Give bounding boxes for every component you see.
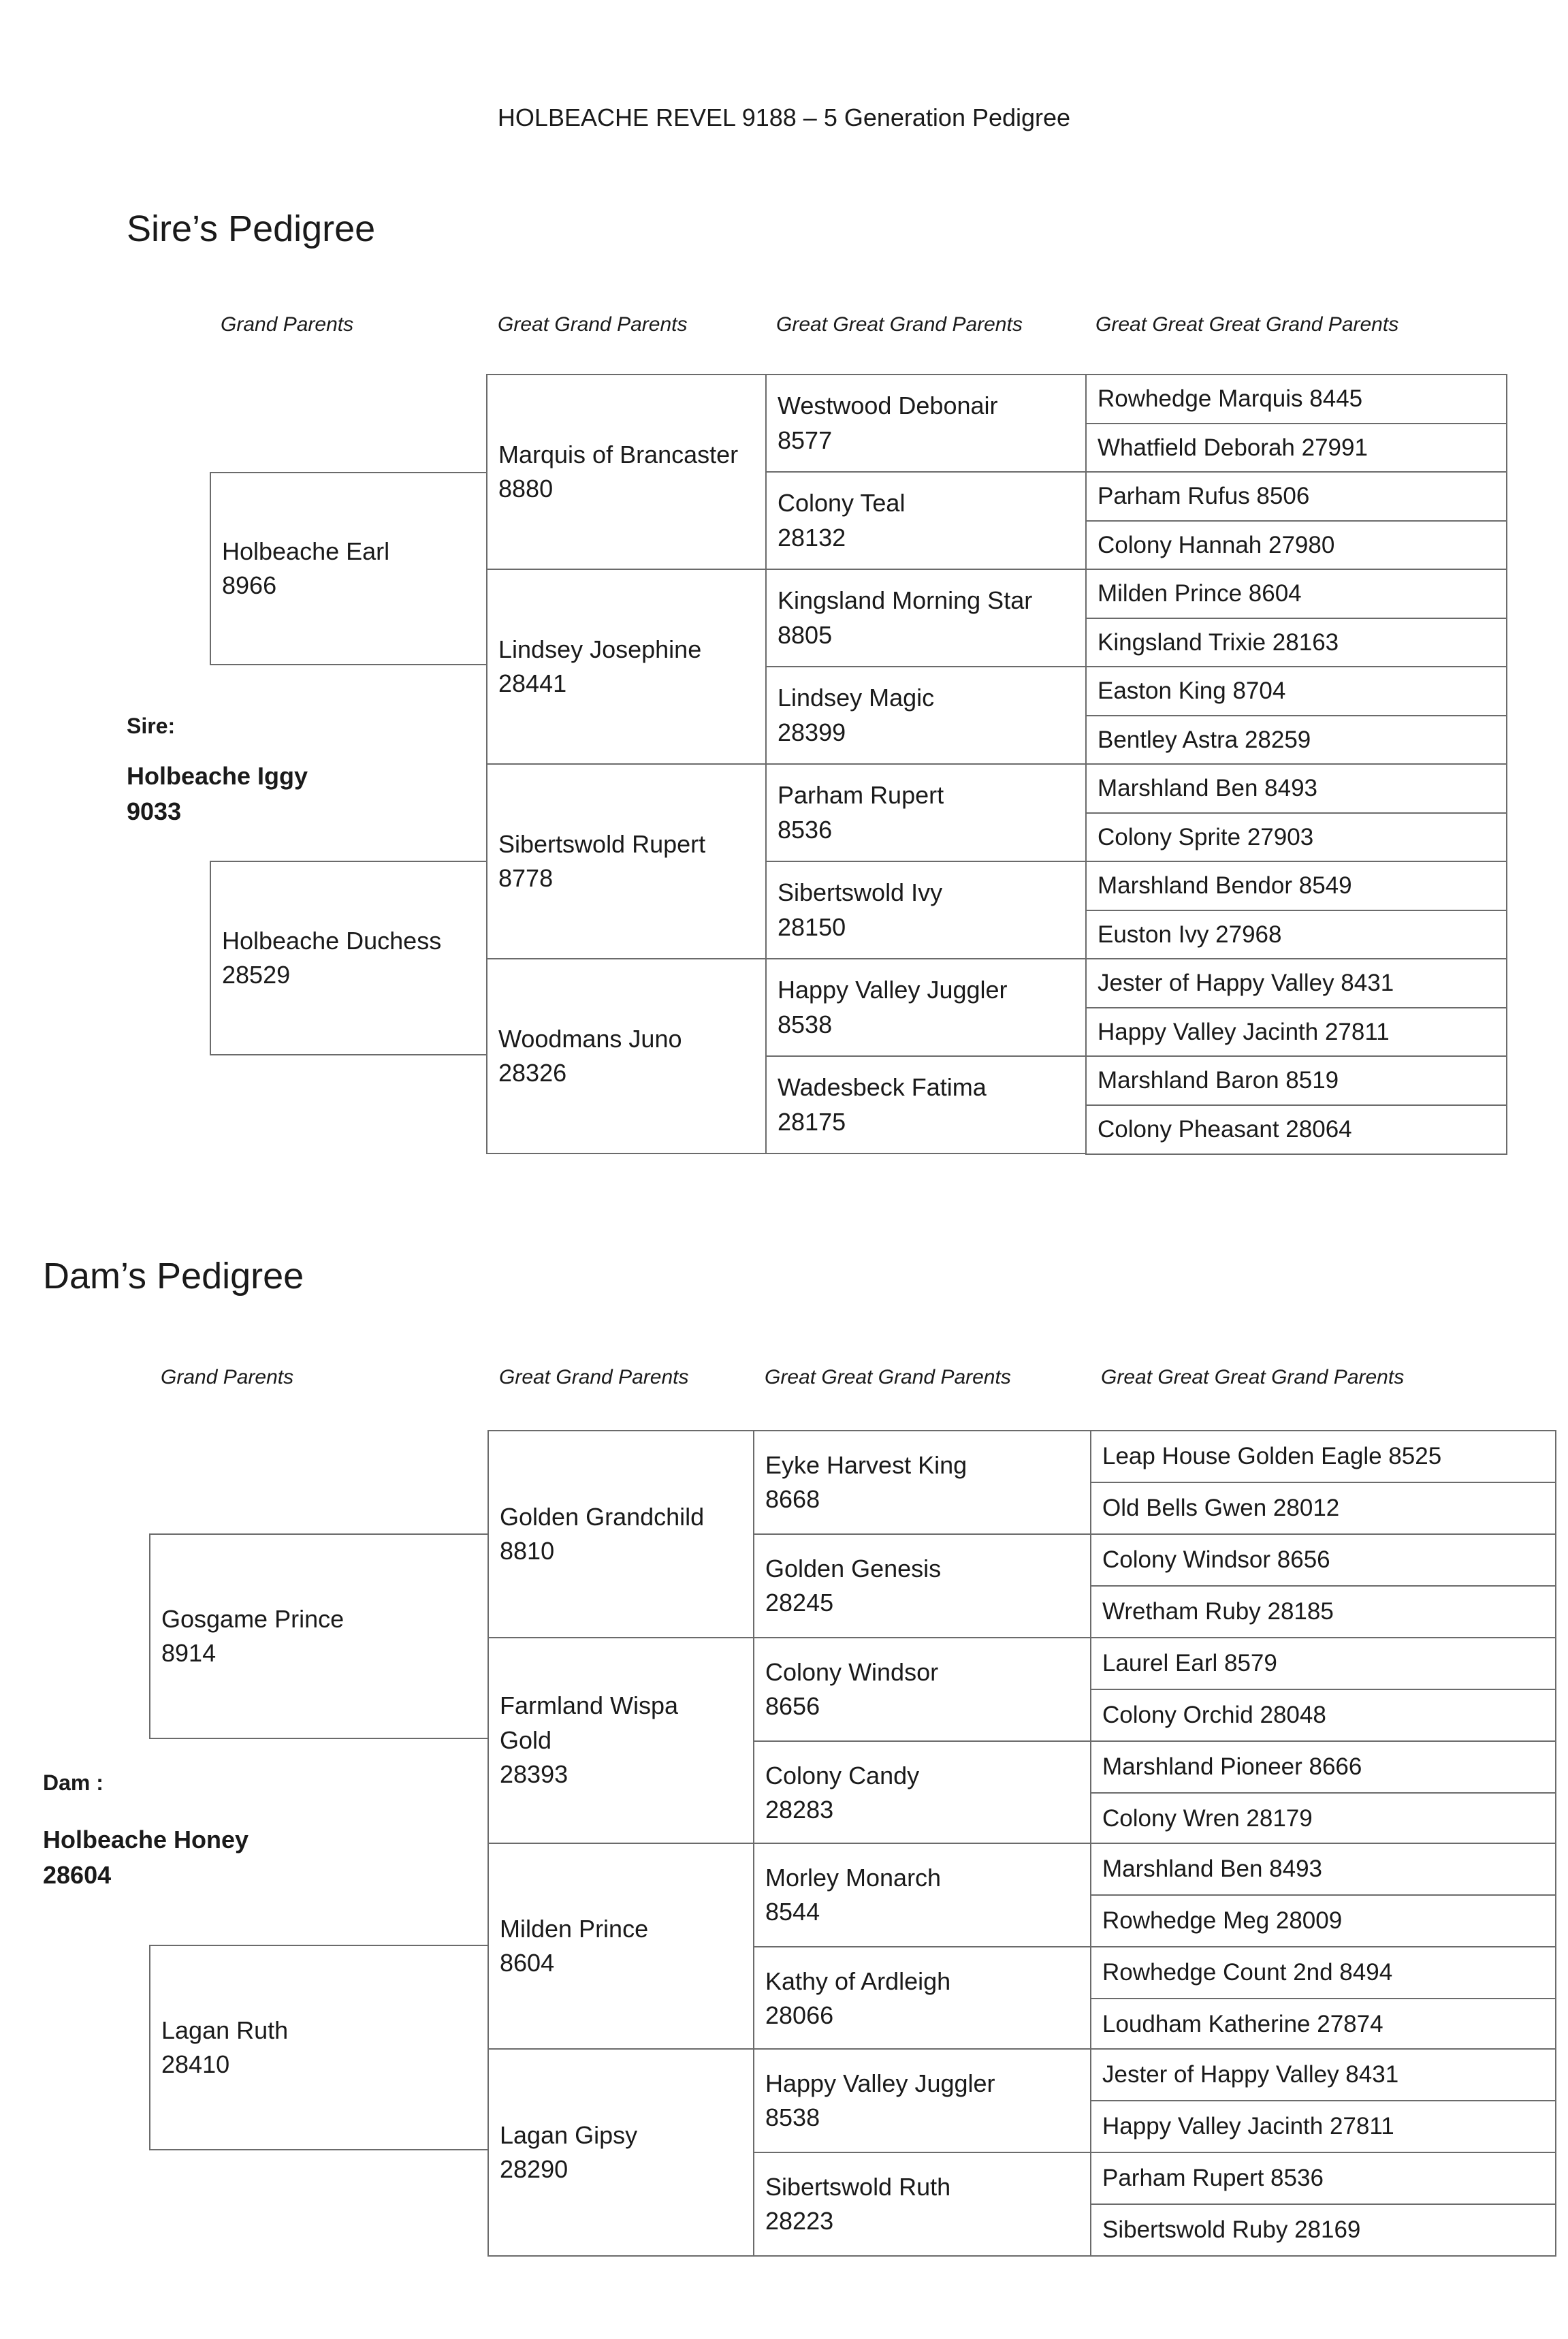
animal-reg: 8966 [222,571,277,599]
dam-ggg-grandparent: Wretham Ruby 28185 [1090,1585,1556,1638]
dam-great-great-grandparent [753,2152,1091,2257]
sire-ggg-grandparent: Marshland Baron 8519 [1085,1055,1507,1106]
dam-ggg-grandparent: Marshland Ben 8493 [1090,1843,1556,1896]
dam-header-great-great-great-grandparents: Great Great Great Grand Parents [1101,1366,1405,1388]
sire-reg: 9033 [127,797,182,826]
sire-grandparent [210,472,487,665]
sire-grandparent [210,861,487,1055]
animal-name: Sibertswold Ivy [778,878,943,907]
sire-great-grandparent [486,374,767,570]
sire-ggg-grandparent: Rowhedge Marquis 8445 [1085,374,1507,424]
dam-ggg-grandparent: Rowhedge Count 2nd 8494 [1090,1946,1556,1999]
dam-great-great-grandparent [753,1740,1091,1845]
sire-great-great-grandparent [765,861,1087,959]
sire-great-grandparent [486,763,767,959]
sire-great-great-grandparent [765,763,1087,862]
sire-header-great-great-great-grandparents: Great Great Great Grand Parents [1095,313,1399,336]
sire-great-great-grandparent [765,374,1087,473]
animal-name: Parham Rupert [778,781,944,810]
sire-label: Sire: [127,714,176,738]
sire-great-great-grandparent [765,471,1087,570]
sire-header-grandparents: Grand Parents [221,313,354,336]
animal-reg: 8604 [500,1949,555,1977]
dam-great-great-grandparent [753,1430,1091,1535]
dam-ggg-grandparent: Laurel Earl 8579 [1090,1637,1556,1690]
animal-name: Golden Grandchild [500,1502,705,1531]
animal-reg: 28393 [500,1760,569,1789]
sire-name: Holbeache Iggy [127,762,308,790]
sire-ggg-grandparent: Jester of Happy Valley 8431 [1085,958,1507,1008]
animal-reg: 8538 [765,2103,820,2131]
animal-name: Morley Monarch [765,1863,942,1892]
animal-name: Westwood Debonair [778,392,998,420]
animal-reg: 28223 [765,2207,834,2235]
dam-ggg-grandparent: Jester of Happy Valley 8431 [1090,2048,1556,2101]
dam-great-great-grandparent [753,1946,1091,2051]
animal-name: Kathy of Ardleigh [765,1967,951,1995]
animal-name: Lindsey Magic [778,684,935,712]
animal-name: Holbeache Earl [222,537,390,565]
dam-grandparent [149,1533,489,1739]
animal-reg: 8805 [778,620,833,649]
animal-reg: 28529 [222,961,291,989]
dam-great-great-grandparent [753,1843,1091,1947]
animal-name: Eyke Harvest King [765,1450,967,1479]
animal-name: Colony Candy [765,1761,920,1789]
dam-ggg-grandparent: Colony Wren 28179 [1090,1792,1556,1845]
sire-ggg-grandparent: Colony Pheasant 28064 [1085,1104,1507,1155]
sire-ggg-grandparent: Colony Sprite 27903 [1085,812,1507,863]
animal-reg: 28290 [500,2155,569,2183]
animal-name: Farmland Wispa Gold [500,1691,679,1754]
sire-great-grandparent [486,569,767,765]
animal-name: Sibertswold Ruth [765,2172,951,2201]
sire-ggg-grandparent: Milden Prince 8604 [1085,569,1507,619]
dam-name: Holbeache Honey [43,1826,249,1853]
dam-header-grandparents: Grand Parents [161,1366,294,1388]
animal-name: Wadesbeck Fatima [778,1073,987,1102]
dam-ggg-grandparent: Rowhedge Meg 28009 [1090,1894,1556,1947]
sire-great-grandparent [486,958,767,1154]
animal-reg: 8810 [500,1537,555,1565]
sire-ggg-grandparent: Marshland Ben 8493 [1085,763,1507,814]
dam-header-great-great-grandparents: Great Great Grand Parents [765,1366,1011,1388]
dam-great-grandparent [487,1637,754,1844]
animal-name: Kingsland Morning Star [778,586,1033,615]
dam-header-great-grandparents: Great Grand Parents [499,1366,689,1388]
dam-label: Dam : [43,1770,103,1795]
dam-ggg-grandparent: Parham Rupert 8536 [1090,2152,1556,2205]
dam-ggg-grandparent: Marshland Pioneer 8666 [1090,1740,1556,1794]
sire-great-great-grandparent [765,1055,1087,1154]
animal-reg: 28066 [765,2001,834,2029]
animal-name: Lagan Ruth [161,2016,289,2044]
animal-reg: 28410 [161,2050,230,2078]
animal-name: Lindsey Josephine [498,635,702,663]
animal-reg: 28245 [765,1589,834,1617]
dam-ggg-grandparent: Loudham Katherine 27874 [1090,1998,1556,2051]
animal-reg: 28132 [778,523,846,552]
sire-header-great-great-grandparents: Great Great Grand Parents [776,313,1023,336]
sire-ggg-grandparent: Kingsland Trixie 28163 [1085,618,1507,668]
sire-ggg-grandparent: Bentley Astra 28259 [1085,715,1507,765]
animal-name: Lagan Gipsy [500,2120,638,2149]
dam-great-great-grandparent [753,2048,1091,2153]
animal-reg: 8656 [765,1692,820,1720]
animal-name: Colony Teal [778,489,906,518]
dam-section-title: Dam’s Pedigree [43,1256,304,1296]
animal-name: Gosgame Prince [161,1604,345,1633]
sire-individual [127,759,308,829]
animal-reg: 8536 [778,815,833,844]
animal-name: Golden Genesis [765,1554,942,1582]
dam-reg: 28604 [43,1861,112,1890]
animal-name: Sibertswold Rupert [498,829,706,858]
dam-ggg-grandparent: Colony Windsor 8656 [1090,1533,1556,1587]
sire-section-title: Sire’s Pedigree [127,208,376,249]
animal-name: Colony Windsor [765,1657,939,1686]
dam-great-grandparent [487,2048,754,2257]
dam-individual [43,1822,249,1893]
dam-ggg-grandparent: Old Bells Gwen 28012 [1090,1482,1556,1535]
sire-great-great-grandparent [765,958,1087,1057]
dam-grandparent [149,1945,489,2150]
animal-name: Happy Valley Juggler [765,2069,995,2097]
animal-reg: 8880 [498,475,554,503]
animal-name: Happy Valley Juggler [778,976,1008,1004]
animal-reg: 28150 [778,912,846,941]
dam-great-grandparent [487,1430,754,1638]
dam-ggg-grandparent: Sibertswold Ruby 28169 [1090,2203,1556,2257]
sire-ggg-grandparent: Euston Ivy 27968 [1085,910,1507,960]
document-title: HOLBEACHE REVEL 9188 – 5 Generation Pedigree [497,104,1071,131]
sire-ggg-grandparent: Marshland Bendor 8549 [1085,861,1507,911]
animal-reg: 28175 [778,1107,846,1136]
sire-ggg-grandparent: Easton King 8704 [1085,666,1507,716]
sire-great-great-grandparent [765,666,1087,765]
animal-reg: 8577 [778,426,833,454]
animal-name: Milden Prince [500,1914,649,1943]
dam-great-great-grandparent [753,1637,1091,1742]
animal-reg: 8668 [765,1485,820,1513]
dam-ggg-grandparent: Leap House Golden Eagle 8525 [1090,1430,1556,1483]
dam-great-great-grandparent [753,1533,1091,1638]
sire-great-great-grandparent [765,569,1087,667]
animal-name: Marquis of Brancaster [498,440,739,468]
dam-great-grandparent [487,1843,754,2050]
animal-reg: 28399 [778,718,846,746]
animal-reg: 28441 [498,669,567,697]
animal-name: Woodmans Juno [498,1024,682,1053]
sire-header-great-grandparents: Great Grand Parents [498,313,688,336]
animal-reg: 8778 [498,864,554,892]
animal-reg: 8544 [765,1898,820,1926]
animal-reg: 8538 [778,1010,833,1038]
animal-name: Holbeache Duchess [222,926,442,955]
sire-ggg-grandparent: Happy Valley Jacinth 27811 [1085,1007,1507,1057]
dam-ggg-grandparent: Colony Orchid 28048 [1090,1689,1556,1742]
sire-ggg-grandparent: Whatfield Deborah 27991 [1085,423,1507,473]
sire-ggg-grandparent: Colony Hannah 27980 [1085,520,1507,571]
animal-reg: 28326 [498,1059,567,1087]
sire-ggg-grandparent: Parham Rufus 8506 [1085,471,1507,522]
animal-reg: 28283 [765,1796,834,1824]
dam-ggg-grandparent: Happy Valley Jacinth 27811 [1090,2100,1556,2153]
animal-reg: 8914 [161,1639,217,1667]
